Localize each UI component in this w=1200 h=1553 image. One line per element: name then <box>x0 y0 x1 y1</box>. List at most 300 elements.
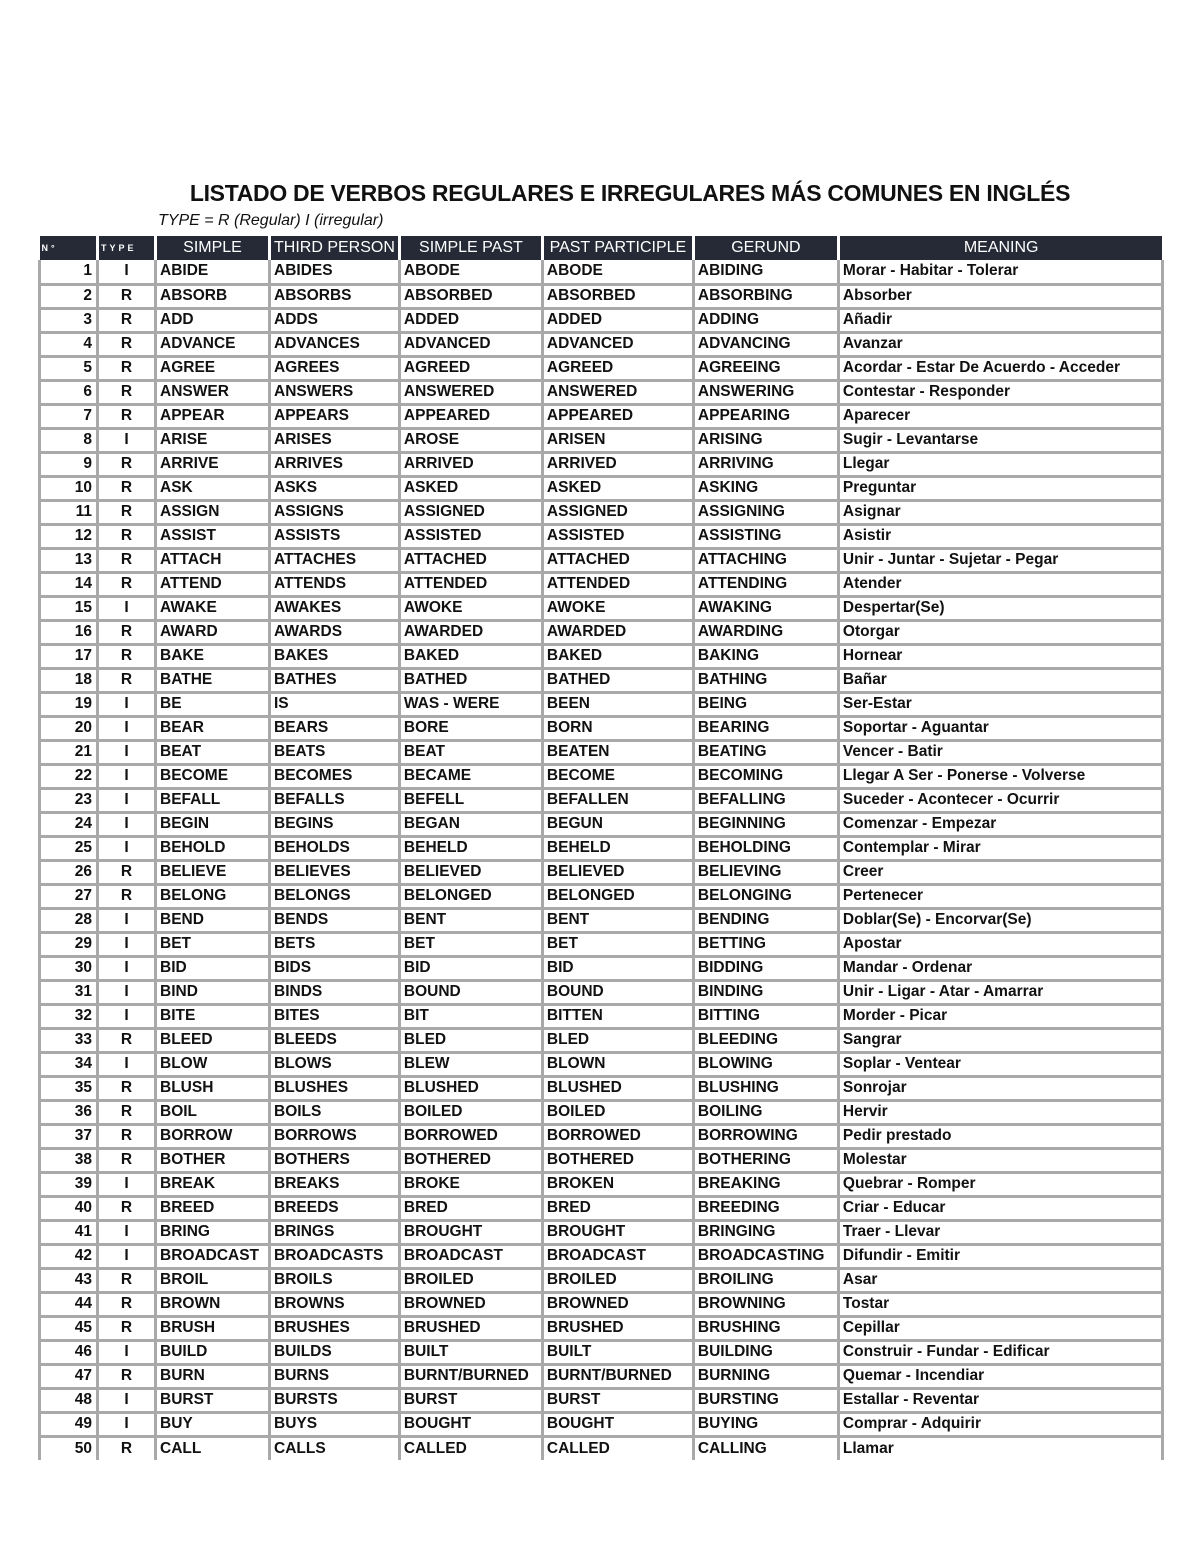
cell-number: 45 <box>40 1316 98 1340</box>
cell-simple-past: BOTHERED <box>399 1148 542 1172</box>
cell-third-person: BRINGS <box>270 1220 400 1244</box>
cell-simple-past: BLEW <box>399 1052 542 1076</box>
cell-past-participle: BATHED <box>542 668 693 692</box>
cell-number: 30 <box>40 956 98 980</box>
cell-simple-past: BIT <box>399 1004 542 1028</box>
cell-meaning: Soportar - Aguantar <box>838 716 1162 740</box>
cell-past-participle: BELIEVED <box>542 860 693 884</box>
cell-simple: BIND <box>156 980 270 1004</box>
cell-number: 33 <box>40 1028 98 1052</box>
cell-past-participle: APPEARED <box>542 404 693 428</box>
cell-past-participle: BITTEN <box>542 1004 693 1028</box>
cell-simple: AWAKE <box>156 596 270 620</box>
cell-meaning: Construir - Fundar - Edificar <box>838 1340 1162 1364</box>
cell-number: 1 <box>40 260 98 284</box>
cell-simple: BITE <box>156 1004 270 1028</box>
cell-simple-past: BROADCAST <box>399 1244 542 1268</box>
cell-third-person: AGREES <box>270 356 400 380</box>
table-row <box>40 1220 1163 1244</box>
cell-type: R <box>98 380 156 404</box>
cell-simple-past: BROUGHT <box>399 1220 542 1244</box>
cell-number: 40 <box>40 1196 98 1220</box>
cell-number: 23 <box>40 788 98 812</box>
cell-gerund: BRUSHING <box>693 1316 838 1340</box>
cell-simple: BEHOLD <box>156 836 270 860</box>
cell-past-participle: ABSORBED <box>542 284 693 308</box>
table-row <box>40 1340 1163 1364</box>
table-row <box>40 716 1163 740</box>
cell-simple: ARISE <box>156 428 270 452</box>
cell-number: 17 <box>40 644 98 668</box>
cell-past-participle: BET <box>542 932 693 956</box>
table-row <box>40 1436 1163 1460</box>
cell-simple: BLOW <box>156 1052 270 1076</box>
cell-third-person: BIDS <box>270 956 400 980</box>
cell-past-participle: ADDED <box>542 308 693 332</box>
cell-number: 25 <box>40 836 98 860</box>
cell-gerund: BLUSHING <box>693 1076 838 1100</box>
cell-simple: BOIL <box>156 1100 270 1124</box>
cell-simple-past: WAS - WERE <box>399 692 542 716</box>
table-row <box>40 524 1163 548</box>
cell-meaning: Apostar <box>838 932 1162 956</box>
table-row <box>40 1364 1163 1388</box>
cell-number: 34 <box>40 1052 98 1076</box>
verb-table <box>38 236 1164 1460</box>
cell-gerund: BITTING <box>693 1004 838 1028</box>
cell-simple: ABSORB <box>156 284 270 308</box>
cell-third-person: BRUSHES <box>270 1316 400 1340</box>
cell-number: 31 <box>40 980 98 1004</box>
cell-simple: BORROW <box>156 1124 270 1148</box>
cell-third-person: BELONGS <box>270 884 400 908</box>
cell-third-person: ADVANCES <box>270 332 400 356</box>
cell-meaning: Tostar <box>838 1292 1162 1316</box>
table-row <box>40 1100 1163 1124</box>
cell-type: I <box>98 932 156 956</box>
cell-third-person: BROILS <box>270 1268 400 1292</box>
cell-number: 13 <box>40 548 98 572</box>
cell-past-participle: AGREED <box>542 356 693 380</box>
header-number: N° <box>40 236 98 260</box>
cell-type: R <box>98 860 156 884</box>
cell-type: R <box>98 668 156 692</box>
cell-gerund: BAKING <box>693 644 838 668</box>
table-row <box>40 908 1163 932</box>
cell-meaning: Quebrar - Romper <box>838 1172 1162 1196</box>
cell-gerund: ASKING <box>693 476 838 500</box>
cell-simple-past: ADDED <box>399 308 542 332</box>
cell-meaning: Comenzar - Empezar <box>838 812 1162 836</box>
cell-number: 38 <box>40 1148 98 1172</box>
cell-type: R <box>98 1124 156 1148</box>
cell-third-person: IS <box>270 692 400 716</box>
cell-third-person: BOILS <box>270 1100 400 1124</box>
cell-simple: BLUSH <box>156 1076 270 1100</box>
cell-gerund: BEGINNING <box>693 812 838 836</box>
cell-type: R <box>98 452 156 476</box>
table-row <box>40 332 1163 356</box>
table-row <box>40 1316 1163 1340</box>
cell-simple: BLEED <box>156 1028 270 1052</box>
cell-simple: ANSWER <box>156 380 270 404</box>
cell-past-participle: ADVANCED <box>542 332 693 356</box>
cell-type: I <box>98 1412 156 1436</box>
cell-type: I <box>98 764 156 788</box>
cell-simple-past: CALLED <box>399 1436 542 1460</box>
table-row <box>40 740 1163 764</box>
cell-past-participle: ABODE <box>542 260 693 284</box>
cell-meaning: Despertar(Se) <box>838 596 1162 620</box>
cell-type: I <box>98 1052 156 1076</box>
cell-simple: BELIEVE <box>156 860 270 884</box>
cell-third-person: BROADCASTS <box>270 1244 400 1268</box>
type-legend: TYPE = R (Regular) I (irregular) <box>158 212 384 229</box>
cell-meaning: Pedir prestado <box>838 1124 1162 1148</box>
table-row <box>40 1244 1163 1268</box>
cell-simple-past: ATTENDED <box>399 572 542 596</box>
cell-simple: BROWN <box>156 1292 270 1316</box>
cell-gerund: BLOWING <box>693 1052 838 1076</box>
cell-gerund: BURSTING <box>693 1388 838 1412</box>
cell-third-person: ARISES <box>270 428 400 452</box>
cell-simple: BURST <box>156 1388 270 1412</box>
cell-gerund: BROILING <box>693 1268 838 1292</box>
cell-gerund: BORROWING <box>693 1124 838 1148</box>
cell-past-participle: BROILED <box>542 1268 693 1292</box>
cell-gerund: BEARING <box>693 716 838 740</box>
table-row <box>40 1076 1163 1100</box>
cell-simple: BELONG <box>156 884 270 908</box>
cell-number: 26 <box>40 860 98 884</box>
cell-simple-past: BATHED <box>399 668 542 692</box>
cell-past-participle: BURNT/BURNED <box>542 1364 693 1388</box>
cell-past-participle: BID <box>542 956 693 980</box>
cell-type: R <box>98 1028 156 1052</box>
header-type: TYPE <box>98 236 156 260</box>
cell-type: R <box>98 1292 156 1316</box>
cell-third-person: BETS <box>270 932 400 956</box>
cell-number: 16 <box>40 620 98 644</box>
cell-type: I <box>98 596 156 620</box>
cell-simple: BEAR <box>156 716 270 740</box>
cell-type: R <box>98 500 156 524</box>
cell-simple-past: ATTACHED <box>399 548 542 572</box>
cell-number: 50 <box>40 1436 98 1460</box>
header-gerund: GERUND <box>693 236 838 260</box>
cell-type: R <box>98 644 156 668</box>
cell-number: 24 <box>40 812 98 836</box>
cell-third-person: BOTHERS <box>270 1148 400 1172</box>
cell-meaning: Llegar A Ser - Ponerse - Volverse <box>838 764 1162 788</box>
cell-past-participle: BORROWED <box>542 1124 693 1148</box>
cell-gerund: BOTHERING <box>693 1148 838 1172</box>
cell-simple-past: BEHELD <box>399 836 542 860</box>
cell-third-person: ARRIVES <box>270 452 400 476</box>
cell-past-participle: BLED <box>542 1028 693 1052</box>
cell-meaning: Unir - Juntar - Sujetar - Pegar <box>838 548 1162 572</box>
cell-simple-past: APPEARED <box>399 404 542 428</box>
cell-simple: BOTHER <box>156 1148 270 1172</box>
cell-gerund: BATHING <box>693 668 838 692</box>
cell-gerund: BREEDING <box>693 1196 838 1220</box>
cell-gerund: BOILING <box>693 1100 838 1124</box>
cell-simple: ADD <box>156 308 270 332</box>
header-third-person: THIRD PERSON <box>270 236 400 260</box>
cell-meaning: Hervir <box>838 1100 1162 1124</box>
cell-simple-past: BRED <box>399 1196 542 1220</box>
table-row <box>40 500 1163 524</box>
cell-past-participle: BROKEN <box>542 1172 693 1196</box>
cell-third-person: APPEARS <box>270 404 400 428</box>
cell-meaning: Soplar - Ventear <box>838 1052 1162 1076</box>
cell-number: 28 <box>40 908 98 932</box>
cell-simple: BE <box>156 692 270 716</box>
cell-type: I <box>98 692 156 716</box>
table-row <box>40 1268 1163 1292</box>
table-row <box>40 404 1163 428</box>
cell-gerund: ADVANCING <box>693 332 838 356</box>
table-row <box>40 1004 1163 1028</box>
cell-type: I <box>98 788 156 812</box>
cell-number: 42 <box>40 1244 98 1268</box>
cell-meaning: Asar <box>838 1268 1162 1292</box>
cell-simple: BEFALL <box>156 788 270 812</box>
cell-gerund: BEFALLING <box>693 788 838 812</box>
table-row <box>40 380 1163 404</box>
cell-type: I <box>98 812 156 836</box>
cell-gerund: ATTACHING <box>693 548 838 572</box>
table-row <box>40 620 1163 644</box>
cell-simple: BID <box>156 956 270 980</box>
cell-meaning: Quemar - Incendiar <box>838 1364 1162 1388</box>
cell-meaning: Criar - Educar <box>838 1196 1162 1220</box>
cell-number: 39 <box>40 1172 98 1196</box>
cell-past-participle: ANSWERED <box>542 380 693 404</box>
cell-type: R <box>98 1100 156 1124</box>
cell-gerund: BENDING <box>693 908 838 932</box>
header-meaning: MEANING <box>838 236 1162 260</box>
cell-simple-past: BORE <box>399 716 542 740</box>
cell-past-participle: BROUGHT <box>542 1220 693 1244</box>
header-simple-past: SIMPLE PAST <box>399 236 542 260</box>
cell-number: 47 <box>40 1364 98 1388</box>
cell-number: 14 <box>40 572 98 596</box>
cell-third-person: BURSTS <box>270 1388 400 1412</box>
cell-third-person: CALLS <box>270 1436 400 1460</box>
cell-simple: AWARD <box>156 620 270 644</box>
cell-simple-past: BLUSHED <box>399 1076 542 1100</box>
cell-number: 43 <box>40 1268 98 1292</box>
cell-third-person: ADDS <box>270 308 400 332</box>
cell-simple-past: BELONGED <box>399 884 542 908</box>
cell-simple-past: BURST <box>399 1388 542 1412</box>
cell-past-participle: AWOKE <box>542 596 693 620</box>
table-row <box>40 668 1163 692</box>
cell-simple: ASSIGN <box>156 500 270 524</box>
cell-simple: ASSIST <box>156 524 270 548</box>
table-row <box>40 860 1163 884</box>
cell-gerund: ANSWERING <box>693 380 838 404</box>
table-row <box>40 980 1163 1004</box>
cell-number: 4 <box>40 332 98 356</box>
cell-third-person: BELIEVES <box>270 860 400 884</box>
cell-simple-past: BET <box>399 932 542 956</box>
cell-simple-past: ARRIVED <box>399 452 542 476</box>
cell-meaning: Sonrojar <box>838 1076 1162 1100</box>
cell-simple-past: ASSIGNED <box>399 500 542 524</box>
cell-meaning: Comprar - Adquirir <box>838 1412 1162 1436</box>
table-row <box>40 692 1163 716</box>
cell-type: I <box>98 428 156 452</box>
cell-past-participle: BROADCAST <box>542 1244 693 1268</box>
cell-simple: APPEAR <box>156 404 270 428</box>
table-row <box>40 1412 1163 1436</box>
table-row <box>40 548 1163 572</box>
cell-third-person: BLEEDS <box>270 1028 400 1052</box>
cell-third-person: BAKES <box>270 644 400 668</box>
cell-simple-past: ADVANCED <box>399 332 542 356</box>
cell-type: I <box>98 1172 156 1196</box>
table-header-row <box>40 236 1163 260</box>
cell-simple-past: BEFELL <box>399 788 542 812</box>
cell-gerund: ASSISTING <box>693 524 838 548</box>
cell-type: R <box>98 284 156 308</box>
cell-type: R <box>98 476 156 500</box>
cell-simple-past: ABODE <box>399 260 542 284</box>
cell-simple: BREAK <box>156 1172 270 1196</box>
cell-past-participle: ATTENDED <box>542 572 693 596</box>
cell-type: R <box>98 332 156 356</box>
cell-number: 11 <box>40 500 98 524</box>
cell-third-person: BLOWS <box>270 1052 400 1076</box>
cell-third-person: BEFALLS <box>270 788 400 812</box>
cell-simple-past: ASKED <box>399 476 542 500</box>
cell-simple-past: BEAT <box>399 740 542 764</box>
cell-number: 20 <box>40 716 98 740</box>
header-past-participle: PAST PARTICIPLE <box>542 236 693 260</box>
cell-meaning: Morder - Picar <box>838 1004 1162 1028</box>
cell-number: 7 <box>40 404 98 428</box>
table-row <box>40 452 1163 476</box>
table-row <box>40 1148 1163 1172</box>
cell-third-person: BITES <box>270 1004 400 1028</box>
cell-number: 29 <box>40 932 98 956</box>
cell-number: 44 <box>40 1292 98 1316</box>
cell-meaning: Otorgar <box>838 620 1162 644</box>
header-simple: SIMPLE <box>156 236 270 260</box>
cell-past-participle: BORN <box>542 716 693 740</box>
cell-third-person: AWARDS <box>270 620 400 644</box>
cell-simple: BUILD <box>156 1340 270 1364</box>
cell-simple-past: BROWNED <box>399 1292 542 1316</box>
cell-type: I <box>98 1388 156 1412</box>
cell-third-person: BUYS <box>270 1412 400 1436</box>
cell-past-participle: BLUSHED <box>542 1076 693 1100</box>
cell-gerund: BECOMING <box>693 764 838 788</box>
cell-number: 27 <box>40 884 98 908</box>
cell-gerund: BELONGING <box>693 884 838 908</box>
cell-third-person: BEATS <box>270 740 400 764</box>
cell-meaning: Cepillar <box>838 1316 1162 1340</box>
cell-type: R <box>98 572 156 596</box>
cell-meaning: Creer <box>838 860 1162 884</box>
cell-gerund: BURNING <box>693 1364 838 1388</box>
cell-past-participle: BOILED <box>542 1100 693 1124</box>
document-title: LISTADO DE VERBOS REGULARES E IRREGULARES MÁS COMUNES EN INGLÉS <box>189 180 1071 206</box>
cell-simple: AGREE <box>156 356 270 380</box>
table-row <box>40 644 1163 668</box>
cell-meaning: Doblar(Se) - Encorvar(Se) <box>838 908 1162 932</box>
cell-number: 36 <box>40 1100 98 1124</box>
cell-gerund: APPEARING <box>693 404 838 428</box>
cell-simple-past: BELIEVED <box>399 860 542 884</box>
cell-simple-past: BEGAN <box>399 812 542 836</box>
cell-number: 18 <box>40 668 98 692</box>
cell-past-participle: BEFALLEN <box>542 788 693 812</box>
cell-type: I <box>98 716 156 740</box>
cell-past-participle: CALLED <box>542 1436 693 1460</box>
cell-simple: BROADCAST <box>156 1244 270 1268</box>
cell-number: 3 <box>40 308 98 332</box>
cell-gerund: BROWNING <box>693 1292 838 1316</box>
cell-meaning: Unir - Ligar - Atar - Amarrar <box>838 980 1162 1004</box>
cell-simple: BECOME <box>156 764 270 788</box>
cell-simple-past: ASSISTED <box>399 524 542 548</box>
cell-gerund: BETTING <box>693 932 838 956</box>
cell-type: I <box>98 1220 156 1244</box>
cell-number: 12 <box>40 524 98 548</box>
cell-meaning: Traer - Llevar <box>838 1220 1162 1244</box>
cell-third-person: BEGINS <box>270 812 400 836</box>
cell-type: R <box>98 1268 156 1292</box>
cell-type: I <box>98 260 156 284</box>
cell-simple: ABIDE <box>156 260 270 284</box>
table-row <box>40 476 1163 500</box>
table-row <box>40 788 1163 812</box>
cell-third-person: BEHOLDS <box>270 836 400 860</box>
cell-third-person: ABIDES <box>270 260 400 284</box>
cell-number: 2 <box>40 284 98 308</box>
cell-gerund: CALLING <box>693 1436 838 1460</box>
cell-meaning: Sangrar <box>838 1028 1162 1052</box>
table-row <box>40 1292 1163 1316</box>
cell-simple: BROIL <box>156 1268 270 1292</box>
cell-third-person: BEARS <box>270 716 400 740</box>
cell-meaning: Hornear <box>838 644 1162 668</box>
cell-past-participle: BEHELD <box>542 836 693 860</box>
cell-number: 22 <box>40 764 98 788</box>
cell-type: R <box>98 1436 156 1460</box>
cell-meaning: Avanzar <box>838 332 1162 356</box>
cell-third-person: ABSORBS <box>270 284 400 308</box>
cell-past-participle: BRUSHED <box>542 1316 693 1340</box>
cell-meaning: Suceder - Acontecer - Ocurrir <box>838 788 1162 812</box>
cell-meaning: Vencer - Batir <box>838 740 1162 764</box>
cell-gerund: ABSORBING <box>693 284 838 308</box>
cell-number: 46 <box>40 1340 98 1364</box>
cell-past-participle: BOTHERED <box>542 1148 693 1172</box>
table-row <box>40 932 1163 956</box>
cell-simple-past: BAKED <box>399 644 542 668</box>
cell-past-participle: ASSISTED <box>542 524 693 548</box>
cell-meaning: Mandar - Ordenar <box>838 956 1162 980</box>
cell-simple: BEND <box>156 908 270 932</box>
cell-meaning: Difundir - Emitir <box>838 1244 1162 1268</box>
cell-meaning: Contestar - Responder <box>838 380 1162 404</box>
cell-number: 5 <box>40 356 98 380</box>
cell-past-participle: ARISEN <box>542 428 693 452</box>
